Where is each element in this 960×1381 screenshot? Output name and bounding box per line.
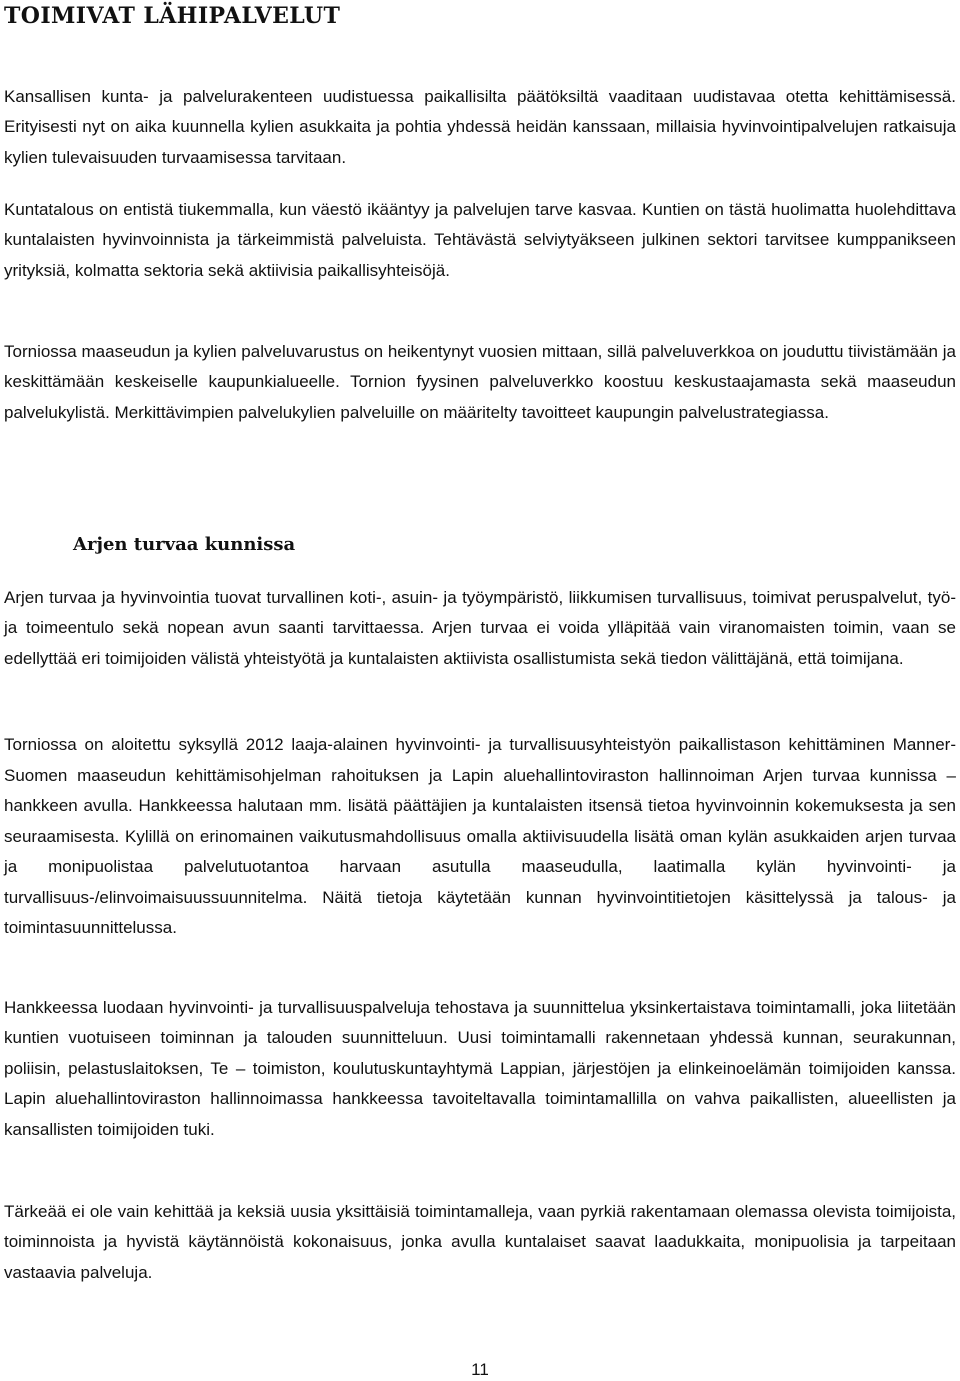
paragraph-section-1: Arjen turvaa ja hyvinvointia tuovat turvallinen koti-, asuin- ja työympäristö, liikkumisen turvallisuus, toimivat peruspalvelut, työ- ja toimeentulo sekä nopean avun saanti tarvittaessa. Arjen turvaa ei voida ylläpitää vain viranomaisten toimin, vaan se edellyttää eri toimijoiden välistä yhteistyötä ja kuntalaisten aktiivista osallistumista sekä tiedon välittäjänä, että toimijana. bbox=[4, 588, 956, 668]
paragraph-intro-1: Kansallisen kunta- ja palvelurakenteen uudistuessa paikallisilta päätöksiltä vaaditaan uudistavaa otetta kehittämisessä. Erityisesti nyt on aika kuunnella kylien asukkaita ja pohtia yhdessä heidän kanssaan, millaisia hyvinvointipalvelujen ratkaisuja kylien tulevaisuuden turvaamisessa tarvitaan. bbox=[4, 87, 956, 167]
paragraph-intro-3: Torniossa maaseudun ja kylien palveluvarustus on heikentynyt vuosien mittaan, sillä palveluverkkoa on jouduttu tiivistämään ja keskittämään keskeiselle kaupunkialueelle. Tornion fyysinen palveluverkko koostuu keskustaajamasta sekä maaseudun palvelukylistä. Merkittävimpien palvelukylien palveluille on määritelty tavoitteet kaupungin palvelustrategiassa. bbox=[4, 342, 956, 422]
paragraph-section-4: Tärkeää ei ole vain kehittää ja keksiä uusia yksittäisiä toimintamalleja, vaan pyrkiä rakentamaan olemassa olevista toimijoista, toiminnoista ja hyvistä käytännöistä kokonaisuus, jonka avulla kuntalaiset saavat laadukkaita, monipuolisia ja tarpeitaan vastaavia palveluja. bbox=[4, 1202, 956, 1282]
paragraph-intro-2: Kuntatalous on entistä tiukemmalla, kun väestö ikääntyy ja palvelujen tarve kasvaa. Kuntien on tästä huolimatta huolehdittava kuntalaisten hyvinvoinnista ja tärkeimmistä palveluista. Tehtävästä selviytyäkseen julkinen sektori tarvitsee kumppanikseen yrityksiä, kolmatta sektoria sekä aktiivisia paikallisyhteisöjä. bbox=[4, 200, 956, 280]
paragraph-section-3: Hankkeessa luodaan hyvinvointi- ja turvallisuuspalveluja tehostava ja suunnittelua yksinkertaistava toimintamalli, joka liitetään kuntien vuotuiseen toiminnan ja talouden suunnitteluun. Uusi toimintamalli rakennetaan yhdessä kunnan, seurakunnan, poliisin, pelastuslaitoksen, Te – toimiston, koulutuskuntayhtymä Lappian, järjestöjen ja elinkeinoelämän toimijoiden kanssa. Lapin aluehallintoviraston hallinnoimassa hankkeessa tavoiteltavalla toimintamallilla on vahva paikallisten, alueellisten ja kansallisten toimijoiden tuki. bbox=[4, 998, 956, 1139]
paragraph-section-2: Torniossa on aloitettu syksyllä 2012 laaja-alainen hyvinvointi- ja turvallisuusyhteistyön paikallistason kehittäminen Manner-Suomen maaseudun kehittämisohjelman rahoituksen ja Lapin aluehallintoviraston hallinnoiman Arjen turvaa kunnissa – hankkeen avulla. Hankkeessa halutaan mm. lisätä päättäjien ja kuntalaisten itsensä tietoa hyvinvoinnin kokemuksesta ja sen seuraamisesta. Kylillä on erinomainen vaikutusmahdollisuus omalla aktiivisuudella lisätä oman kylän asukkaiden arjen turvaa ja monipuolistaa palvelutuotantoa harvaan asutulla maaseudulla, laatimalla kylän hyvinvointi- ja turvallisuus-/elinvoimaisuussuunnitelma. Näitä tietoja käytetään kunnan hyvinvointitietojen käsittelyssä ja talous- ja toimintasuunnittelussa. bbox=[4, 735, 956, 937]
section-heading: Arjen turvaa kunnissa bbox=[73, 534, 296, 555]
page-title: TOIMIVAT LÄHIPALVELUT bbox=[4, 3, 341, 29]
page-number: 11 bbox=[471, 1360, 489, 1379]
